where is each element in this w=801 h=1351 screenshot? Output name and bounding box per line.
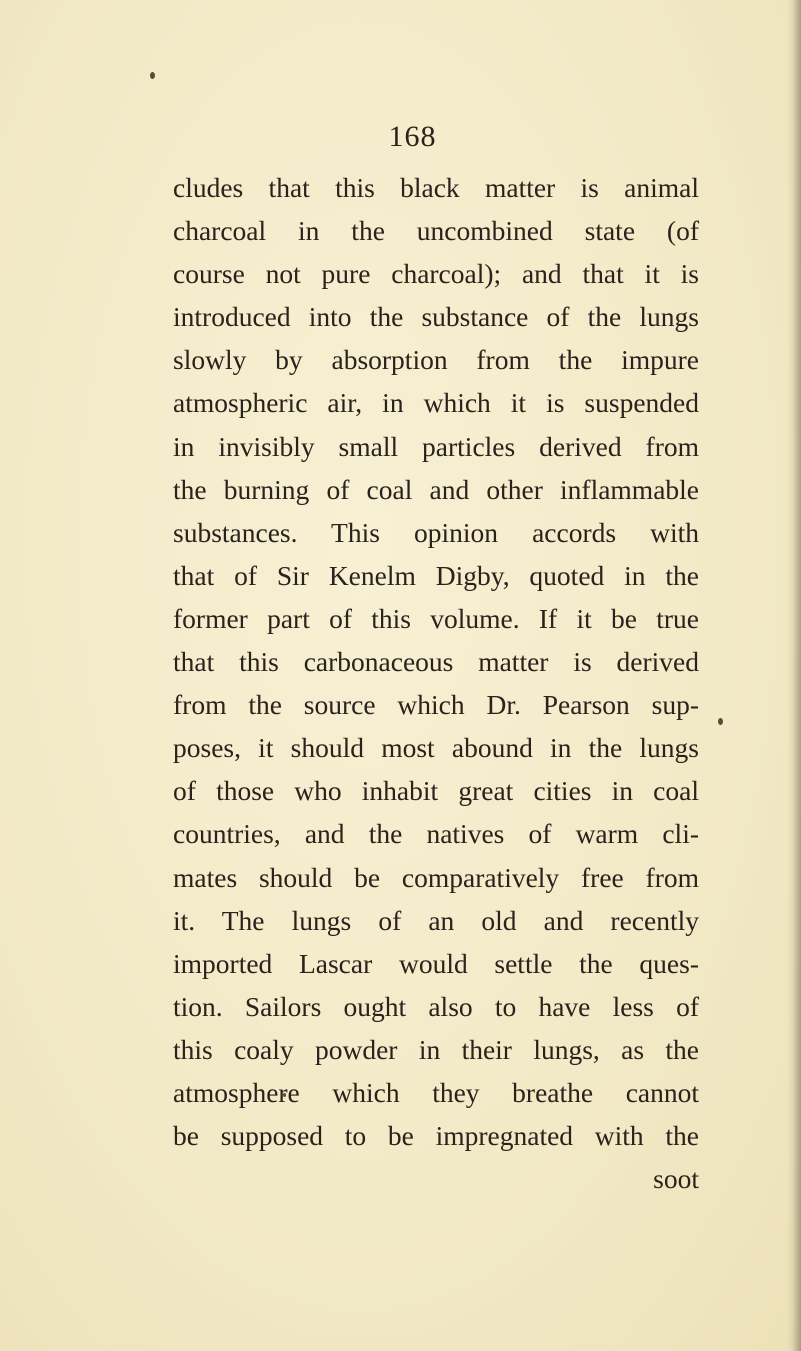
body-text (173, 166, 699, 1200)
text-line: of those who inhabit great cities in coal (173, 775, 699, 807)
text-line: this coaly powder in their lungs, as the (173, 1033, 699, 1065)
text-line: atmosphere which they breathe cannot (173, 1076, 699, 1108)
text-line: be supposed to be impregnated with the (173, 1120, 699, 1152)
text-line: poses, it should most abound in the lungs (173, 732, 699, 764)
ink-speck (150, 72, 155, 79)
text-line: atmospheric air, in which it is suspended (173, 387, 699, 419)
text-line: that this carbonaceous matter is derived (173, 646, 699, 678)
catchword: soot (653, 1163, 699, 1195)
text-line: mates should be comparatively free from (173, 861, 699, 893)
page-number: 168 (388, 120, 437, 153)
text-line: introduced into the substance of the lungs (173, 301, 699, 333)
text-line: the burning of coal and other inflammable (173, 473, 699, 505)
text-line: former part of this volume. If it be true (173, 602, 699, 634)
text-line: it. The lungs of an old and recently (173, 904, 699, 936)
text-line: that of Sir Kenelm Digby, quoted in the (173, 559, 699, 591)
text-line: from the source which Dr. Pearson sup- (173, 689, 699, 721)
text-line: in invisibly small particles derived from (173, 430, 699, 462)
ink-speck (718, 718, 723, 725)
text-line: course not pure charcoal); and that it is (173, 258, 699, 290)
text-line: countries, and the natives of warm cli- (173, 818, 699, 850)
text-line: imported Lascar would settle the ques- (173, 947, 699, 979)
text-line: substances. This opinion accords with (173, 516, 699, 548)
text-line: tion. Sailors ought also to have less of (173, 990, 699, 1022)
text-line: charcoal in the uncombined state (of (173, 215, 699, 247)
page-edge-shadow (787, 0, 801, 1351)
text-line: slowly by absorption from the impure (173, 344, 699, 376)
text-line: cludes that this black matter is animal (173, 172, 699, 203)
